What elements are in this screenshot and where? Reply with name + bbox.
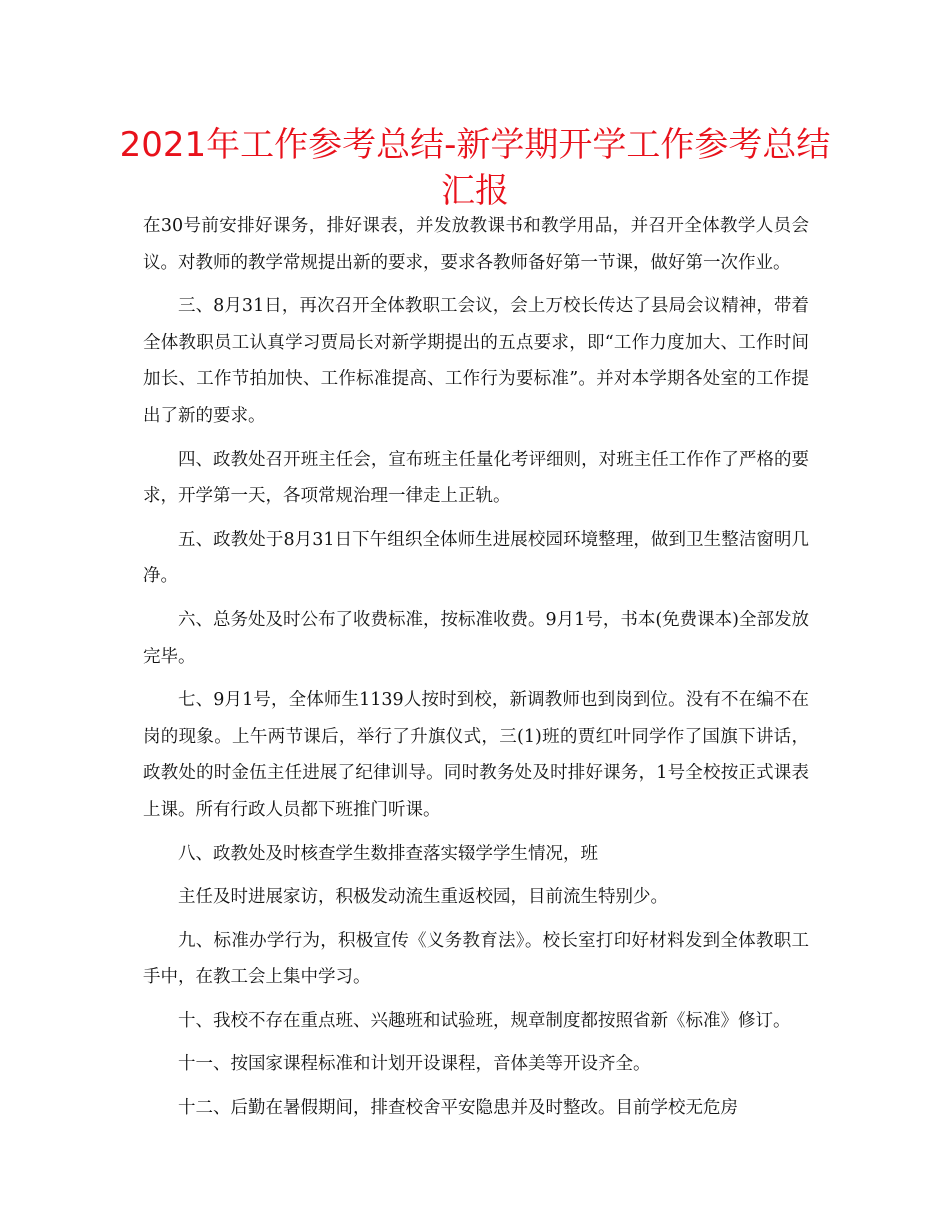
paragraph: 四、政教处召开班主任会，宣布班主任量化考评细则，对班主任工作作了严格的要求，开学第一天，各项常规治理一律走上正轨。	[143, 449, 809, 507]
paragraph: 七、9月1号，全体师生1139人按时到校，新调教师也到岗到位。没有不在编不在岗的现象。上午两节课后，举行了升旗仪式，三(1)班的贾红叶同学作了国旗下讲话，政教处的时金伍主任进展了纪律训导。同时教务处及时排好课务，1号全校按正式课表上课。所有行政人员都下班推门听课。	[143, 690, 809, 820]
paragraph: 五、政教处于8月31日下午组织全体师生进展校园环境整理，做到卫生整洁窗明几净。	[143, 529, 809, 587]
paragraph: 十一、按国家课程标准和计划开设课程，音体美等开设齐全。	[178, 1054, 651, 1075]
paragraph: 主任及时进展家访，积极发动流生重返校园，目前流生特别少。	[178, 887, 668, 908]
paragraph: 六、总务处及时公布了收费标准，按标准收费。9月1号，书本(免费课本)全部发放完毕。	[143, 609, 809, 667]
paragraph: 在30号前安排好课务，排好课表，并发放教课书和教学用品，并召开全体教学人员会议。对教师的教学常规提出新的要求，要求各教师备好第一节课，做好第一次作业。	[143, 216, 809, 273]
paragraph: 九、标准办学行为，积极宣传《义务教育法》。校长室打印好材料发到全体教职工手中，在教工会上集中学习。	[143, 930, 809, 988]
document-title-line-2: 汇报	[441, 171, 509, 211]
paragraph: 三、8月31日，再次召开全体教职工会议，会上万校长传达了县局会议精神，带着全体教职员工认真学习贾局长对新学期提出的五点要求，即“工作力度加大、工作时间加长、工作节拍加快、工作标准提高、工作行为要标准”。并对本学期各处室的工作提出了新的要求。	[143, 296, 809, 426]
paragraph: 八、政教处及时核查学生数排查落实辍学学生情况，班	[178, 843, 598, 864]
paragraph: 十、我校不存在重点班、兴趣班和试验班，规章制度都按照省新《标准》修订。	[178, 1010, 791, 1031]
paragraph: 十二、后勤在暑假期间，排查校舍平安隐患并及时整改。目前学校无危房	[178, 1098, 738, 1119]
document-body	[143, 208, 809, 1134]
document-title-line-1: 2021年工作参考总结-新学期开学工作参考总结	[119, 125, 831, 165]
